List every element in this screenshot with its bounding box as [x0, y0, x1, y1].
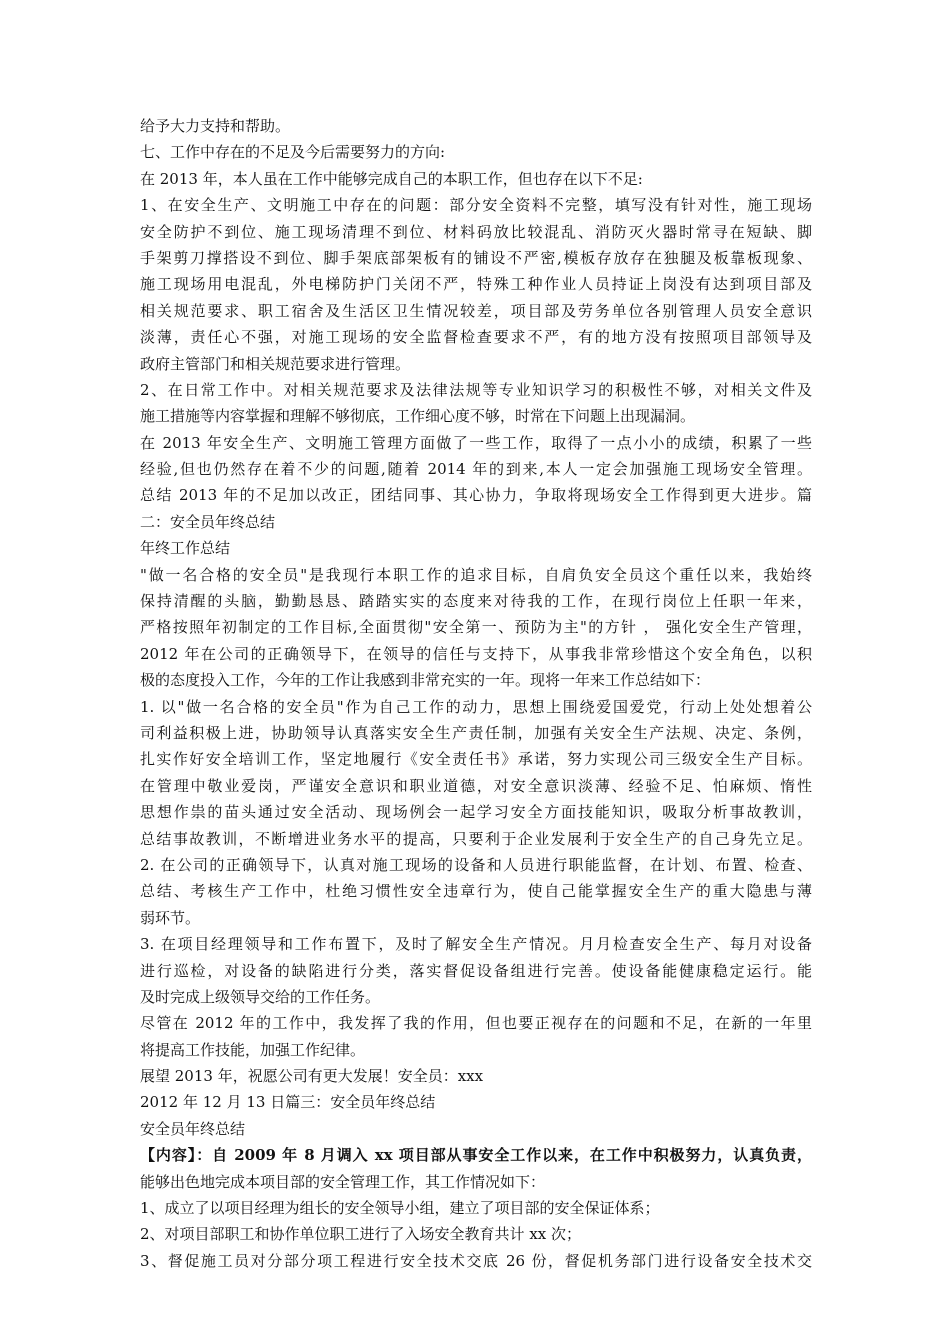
text-line: 2012 年 12 月 13 日篇三：安全员年终总结	[140, 1093, 436, 1112]
text-line: 及时完成上级领导交给的工作任务。	[140, 987, 381, 1006]
text-line: 在 2013 年安全生产、文明施工管理方面做了一些工作，取得了一点小小的成绩，积累了一些	[140, 433, 812, 452]
text-line: 严格按照年初制定的工作目标,全面贯彻"安全第一、预防为主"的方针 ， 强化安全生产管理，	[140, 618, 812, 637]
text-line: 司利益积极上进，协助领导认真落实安全生产责任制，加强有关安全生产法规、决定、条例，	[140, 723, 812, 742]
text-line: 相关规范要求、职工宿舍及生活区卫生情况较差，项目部及劳务单位各别管理人员安全意识	[140, 301, 812, 320]
text-line: 施工现场用电混乱，外电梯防护门关闭不严，特殊工种作业人员持证上岗没有达到项目部及	[140, 275, 812, 294]
text-line: 极的态度投入工作，今年的工作让我感到非常充实的一年。现将一年来工作总结如下：	[140, 671, 711, 690]
text-line: 进行巡检，对设备的缺陷进行分类，落实督促设备组进行完善。使设备能健康稳定运行。能	[140, 961, 812, 980]
text-line: 2. 在公司的正确领导下，认真对施工现场的设备和人员进行职能监督，在计划、布置、检查、	[140, 855, 812, 874]
text-line: 1、在安全生产、文明施工中存在的问题：部分安全资料不完整，填写没有针对性，施工现场	[140, 196, 812, 215]
text-line: 总结、考核生产工作中，杜绝习惯性安全违章行为，使自己能掌握安全生产的重大隐患与薄	[140, 882, 812, 901]
text-line: 扎实作好安全培训工作，坚定地履行《安全责任书》承诺，努力实现公司三级安全生产目标。	[140, 750, 812, 769]
text-line: 1. 以"做一名合格的安全员"作为自己工作的动力，思想上围绕爱国爱党，行动上处处想着公	[140, 697, 812, 716]
text-line: 2012 年在公司的正确领导下，在领导的信任与支持下，从事我非常珍惜这个安全角色，以积	[140, 644, 812, 663]
text-line: 经验,但也仍然存在着不少的问题,随着 2014 年的到来,本人一定会加强施工现场安全管理。	[140, 460, 812, 479]
text-line: 安全防护不到位、施工现场清理不到位、材料码放比较混乱、消防灭火器时常寻在短缺、脚	[140, 222, 812, 241]
section-heading: 二：安全员年终总结	[140, 512, 276, 531]
text-line: "做一名合格的安全员"是我现行本职工作的追求目标，自肩负安全员这个重任以来，我始终	[140, 565, 812, 584]
section-heading: 安全员年终总结	[140, 1119, 246, 1138]
text-line: 思想作祟的苗头通过安全活动、现场例会一起学习安全方面技能知识，吸取分析事故教训，	[140, 803, 812, 822]
text-line: 总结事故教训，不断增进业务水平的提高，只要利于企业发展利于安全生产的自己身先立足。	[140, 829, 812, 848]
text-line: 总结 2013 年的不足加以改正，团结同事、其心协力，争取将现场安全工作得到更大进步。篇	[140, 486, 812, 505]
text-line: 在 2013 年，本人虽在工作中能够完成自己的本职工作，但也存在以下不足:	[140, 169, 643, 188]
text-line: 【内容】：自 2009 年 8 月调入 xx 项目部从事安全工作以来，在工作中积极努力，认真负责，	[140, 1146, 812, 1165]
text-line: 3、督促施工员对分部分项工程进行安全技术交底 26 份，督促机务部门进行设备安全技术交	[140, 1251, 812, 1270]
text-line: 能够出色地完成本项目部的安全管理工作，其工作情况如下：	[140, 1172, 546, 1191]
text-line: 手架剪刀撑搭设不到位、脚手架底部架板有的铺设不严密,模板存放存在独腿及板靠板现象、	[140, 248, 812, 267]
text-line: 3. 在项目经理领导和工作布置下，及时了解安全生产情况。月月检查安全生产、每月对设备	[140, 935, 812, 954]
text-line: 将提高工作技能，加强工作纪律。	[140, 1040, 366, 1059]
section-heading: 七、工作中存在的不足及今后需要努力的方向:	[140, 143, 446, 162]
text-line: 1、成立了以项目经理为组长的安全领导小组，建立了项目部的安全保证体系；	[140, 1199, 660, 1218]
text-line: 2、对项目部职工和协作单位职工进行了入场安全教育共计 xx 次；	[140, 1225, 582, 1244]
section-heading: 年终工作总结	[140, 539, 231, 558]
text-line: 展望 2013 年，祝愿公司有更大发展！安全员：xxx	[140, 1067, 484, 1086]
text-line: 保持清醒的头脑，勤勤恳恳、踏踏实实的态度来对待我的工作，在现行岗位上任职一年来，	[140, 592, 812, 611]
text-line: 政府主管部门和相关规范要求进行管理。	[140, 354, 411, 373]
text-line: 尽管在 2012 年的工作中，我发挥了我的作用，但也要正视存在的问题和不足，在新的一年里	[140, 1014, 812, 1033]
text-line: 2、在日常工作中。对相关规范要求及法律法规等专业知识学习的积极性不够，对相关文件及	[140, 380, 812, 399]
text-line: 给予大力支持和帮助。	[140, 117, 291, 135]
text-line: 淡薄，责任心不强，对施工现场的安全监督检查要求不严，有的地方没有按照项目部领导及	[140, 328, 812, 347]
text-line: 弱环节。	[140, 908, 201, 927]
document-page	[140, 113, 812, 1274]
text-line: 在管理中敬业爱岗，严谨安全意识和职业道德，对安全意识淡薄、经验不足、怕麻烦、惰性	[140, 776, 812, 795]
text-line: 施工措施等内容掌握和理解不够彻底，工作细心度不够，时常在下问题上出现漏洞。	[140, 407, 696, 426]
